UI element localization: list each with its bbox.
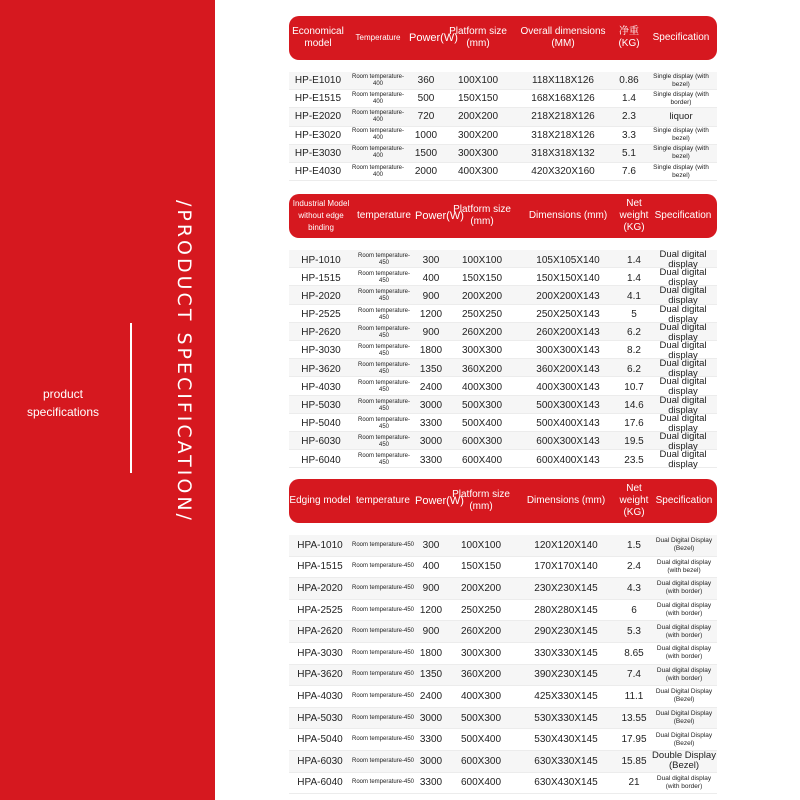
cell-power: 3300 — [419, 734, 443, 746]
cell-model: HP-E1515 — [294, 93, 342, 105]
header-model: Industrial Model without edge binding — [292, 199, 350, 232]
cell-model: HP-E1010 — [294, 75, 342, 87]
cell-specification: Dual digital display — [659, 449, 707, 471]
cell-weight: 10.7 — [624, 381, 644, 393]
cell-power: 1000 — [414, 129, 438, 141]
cell-weight: 19.5 — [624, 436, 644, 448]
header-temperature: Temperature — [355, 33, 401, 42]
header-platform-size: Platform size (mm) — [449, 26, 507, 49]
cell-temperature: Room temperature-450 — [351, 584, 415, 591]
cell-weight: 1.4 — [627, 272, 641, 284]
cell-weight: 1.4 — [627, 254, 641, 266]
cell-temperature: Room temperature-450 — [351, 606, 415, 613]
header-specification: Specification — [655, 495, 713, 506]
cell-power: 1350 — [419, 363, 443, 375]
cell-platform-size: 200X200 — [461, 290, 503, 302]
cell-platform-size: 600X300 — [461, 436, 503, 448]
cell-dimensions: 260X200X143 — [536, 327, 600, 339]
table-row — [289, 414, 717, 432]
cell-temperature: Room temperature-450 — [357, 434, 411, 448]
cell-power: 3300 — [419, 418, 443, 430]
cell-dimensions: 500X400X143 — [536, 418, 600, 430]
cell-weight: 4.3 — [627, 582, 641, 594]
cell-weight: 2.3 — [622, 111, 636, 123]
cell-dimensions: 420X320X160 — [531, 166, 595, 178]
cell-temperature: Room temperature-450 — [351, 649, 415, 656]
header-power: Power(W) — [415, 210, 464, 222]
cell-weight: 6.2 — [627, 363, 641, 375]
cell-specification: Dual digital display — [659, 303, 707, 325]
cell-dimensions: 600X300X143 — [536, 436, 600, 448]
cell-platform-size: 100X100 — [461, 254, 503, 266]
cell-platform-size: 500X300 — [460, 712, 502, 724]
cell-weight: 7.4 — [627, 669, 641, 681]
cell-specification: Dual digital display — [659, 394, 707, 416]
header-model: Economical model — [292, 26, 344, 49]
cell-model: HPA-5040 — [297, 734, 343, 746]
table-row — [289, 665, 717, 687]
cell-power: 900 — [422, 290, 440, 302]
cell-weight: 17.95 — [621, 734, 647, 746]
cell-weight: 21 — [628, 777, 640, 789]
cell-dimensions: 168X168X126 — [531, 93, 595, 105]
cell-temperature: Room temperature-450 — [357, 453, 411, 467]
cell-power: 1800 — [419, 345, 443, 357]
cell-weight: 5.3 — [627, 626, 641, 638]
cell-power: 1350 — [419, 669, 443, 681]
cell-specification: Dual Digital Display (Bezel) — [655, 731, 713, 747]
cell-power: 400 — [422, 272, 440, 284]
cell-specification: Dual digital display (with border) — [656, 666, 712, 682]
table-row — [289, 432, 717, 450]
cell-specification: Single display (with bezel) — [653, 127, 709, 143]
cell-dimensions: 218X218X126 — [531, 111, 595, 123]
table-row — [289, 396, 717, 414]
cell-temperature: Room temperature-450 — [357, 398, 411, 412]
table-body — [289, 535, 717, 794]
table-row — [289, 90, 717, 108]
table-row — [289, 163, 717, 181]
table-row — [289, 773, 717, 795]
cell-weight: 8.2 — [627, 345, 641, 357]
cell-power: 1200 — [419, 604, 443, 616]
cell-weight: 8.65 — [624, 647, 644, 659]
cell-temperature: Room temperature-400 — [351, 109, 405, 123]
cell-weight: 3.3 — [622, 129, 636, 141]
cell-temperature: Room temperature-450 — [357, 380, 411, 394]
table-row — [289, 535, 717, 557]
cell-dimensions: 390X230X145 — [534, 669, 598, 681]
cell-dimensions: 250X250X143 — [536, 309, 600, 321]
cell-platform-size: 300X300 — [460, 647, 502, 659]
cell-model: HP-6030 — [301, 436, 341, 448]
cell-temperature: Room temperature-450 — [351, 757, 415, 764]
cell-platform-size: 400X300 — [457, 166, 499, 178]
cell-platform-size: 260X200 — [461, 327, 503, 339]
cell-platform-size: 600X400 — [460, 777, 502, 789]
cell-power: 400 — [422, 561, 440, 573]
table-row — [289, 305, 717, 323]
cell-model: HP-3620 — [301, 363, 341, 375]
cell-specification: Dual digital display — [659, 358, 707, 380]
header-temperature: temperature — [357, 210, 411, 221]
cell-power: 300 — [422, 539, 440, 551]
cell-platform-size: 600X400 — [461, 454, 503, 466]
header-temperature: temperature — [356, 495, 410, 506]
cell-dimensions: 330X330X145 — [534, 647, 598, 659]
cell-specification: Dual digital display — [659, 321, 707, 343]
cell-dimensions: 530X430X145 — [534, 734, 598, 746]
cell-weight: 6 — [631, 604, 637, 616]
cell-specification: Dual digital display (with border) — [656, 580, 712, 596]
cell-model: HPA-3620 — [297, 669, 343, 681]
cell-platform-size: 500X400 — [461, 418, 503, 430]
cell-platform-size: 500X300 — [461, 400, 503, 411]
cell-platform-size: 150X150 — [460, 561, 502, 573]
cell-platform-size: 500X400 — [460, 734, 502, 746]
table-row — [289, 358, 717, 380]
cell-model: HP-4030 — [301, 381, 341, 393]
table-row — [289, 267, 717, 289]
cell-temperature: Room temperature-450 — [357, 325, 411, 339]
table-row — [289, 729, 717, 751]
cell-temperature: Room temperature-450 — [351, 714, 415, 721]
table-row — [289, 600, 717, 622]
cell-dimensions: 360X200X143 — [536, 363, 600, 375]
cell-power: 2400 — [419, 381, 443, 393]
cell-specification: Dual digital display — [659, 412, 707, 434]
cell-model: HP-E4030 — [294, 166, 342, 178]
cell-power: 900 — [422, 327, 440, 339]
cell-power: 3300 — [419, 454, 443, 466]
cell-power: 300 — [422, 254, 440, 266]
cell-platform-size: 200X200 — [460, 582, 502, 594]
cell-temperature: Room temperature 450 — [352, 671, 414, 678]
cell-model: HP-2525 — [301, 309, 341, 321]
cell-platform-size: 200X200 — [457, 111, 499, 123]
cell-power: 360 — [417, 75, 435, 87]
header-weight: Net weight (KG) — [619, 198, 649, 233]
header-dimensions: Dimensions (mm) — [526, 495, 606, 506]
cell-power: 3000 — [419, 712, 443, 724]
cell-power: 900 — [422, 626, 440, 638]
cell-temperature: Room temperature-400 — [351, 164, 405, 178]
cell-temperature: Room temperature-450 — [351, 736, 415, 743]
table-header — [289, 194, 717, 238]
table-header — [289, 16, 717, 60]
cell-platform-size: 150X150 — [461, 272, 503, 284]
cell-weight: 13.55 — [621, 712, 647, 724]
cell-temperature: Room temperature-450 — [357, 289, 411, 303]
cell-specification: Single display (with bezel) — [653, 145, 709, 161]
cell-temperature: Room temperature-400 — [351, 146, 405, 160]
sidebar-label: product specifications — [26, 387, 100, 419]
cell-model: HPA-5030 — [297, 712, 343, 724]
cell-platform-size: 360X200 — [461, 363, 503, 375]
table-row — [289, 341, 717, 359]
cell-platform-size: 300X300 — [457, 147, 499, 159]
table-row — [289, 127, 717, 145]
cell-dimensions: 150X150X140 — [536, 272, 600, 284]
cell-power: 2400 — [419, 690, 443, 702]
cell-weight: 2.4 — [627, 561, 641, 573]
cell-specification: Dual Digital Display (Bezel) — [655, 537, 713, 553]
cell-model: HPA-2620 — [297, 626, 343, 638]
header-weight: 净重(KG) — [618, 26, 640, 49]
cell-model: HP-6040 — [301, 454, 341, 466]
header-weight: Net weight (KG) — [619, 483, 649, 518]
cell-platform-size: 300X200 — [457, 129, 499, 141]
table-body — [289, 72, 717, 181]
cell-power: 900 — [422, 582, 440, 594]
cell-power: 3000 — [419, 755, 443, 767]
cell-temperature: Room temperature-450 — [351, 541, 415, 548]
cell-weight: 1.4 — [622, 93, 636, 105]
left-red-band — [0, 0, 215, 800]
economical-model-table — [289, 16, 717, 181]
cell-specification: Dual digital display (with bezel) — [656, 558, 712, 574]
table-row — [289, 578, 717, 600]
cell-platform-size: 300X300 — [461, 345, 503, 357]
cell-model: HP-5030 — [301, 400, 341, 411]
header-dimensions: Dimensions (mm) — [528, 210, 608, 221]
cell-weight: 7.6 — [622, 166, 636, 178]
cell-platform-size: 360X200 — [460, 669, 502, 681]
cell-platform-size: 100X100 — [457, 75, 499, 87]
cell-platform-size: 150X150 — [457, 93, 499, 105]
cell-platform-size: 100X100 — [460, 539, 502, 551]
cell-model: HPA-4030 — [297, 690, 343, 702]
cell-specification: Single display (with bezel) — [653, 72, 709, 88]
cell-dimensions: 120X120X140 — [534, 539, 598, 551]
cell-specification: Dual digital display — [659, 376, 707, 398]
cell-specification: liquor — [669, 110, 693, 122]
cell-dimensions: 500X300X143 — [536, 400, 600, 411]
cell-model: HP-E2020 — [294, 111, 342, 123]
cell-weight: 0.86 — [619, 75, 639, 87]
cell-specification: Dual digital display — [659, 285, 707, 307]
cell-dimensions: 600X400X143 — [536, 454, 600, 466]
cell-model: HP-5040 — [301, 418, 341, 430]
header-platform-size: Platform size (mm) — [453, 204, 511, 227]
cell-platform-size: 400X300 — [460, 690, 502, 702]
cell-weight: 4.1 — [627, 290, 641, 302]
table-body — [289, 249, 717, 471]
cell-model: HP-2620 — [301, 327, 341, 339]
edging-model-table — [289, 479, 717, 794]
cell-model: HP-1010 — [301, 254, 341, 266]
cell-model: HP-2020 — [301, 290, 341, 302]
cell-weight: 6.2 — [627, 327, 641, 339]
header-dimensions: Overall dimensions (MM) — [520, 26, 606, 49]
table-row — [289, 250, 717, 268]
cell-specification: Dual digital display (with border) — [656, 623, 712, 639]
table-row — [289, 751, 717, 773]
header-power: Power(W) — [415, 495, 464, 507]
divider-line — [130, 323, 132, 473]
cell-weight: 14.6 — [624, 400, 644, 411]
cell-model: HP-E3030 — [294, 147, 342, 159]
cell-specification: Dual digital display (with border) — [656, 774, 712, 790]
cell-specification: Dual Digital Display (Bezel) — [655, 688, 713, 704]
cell-temperature: Room temperature-400 — [351, 128, 405, 142]
cell-specification: Dual digital display — [659, 339, 707, 361]
cell-specification: Single display (with border) — [653, 90, 709, 106]
table-row — [289, 108, 717, 126]
cell-platform-size: 260X200 — [460, 626, 502, 638]
cell-temperature: Room temperature-450 — [357, 416, 411, 430]
cell-dimensions: 200X200X143 — [536, 290, 600, 302]
header-platform-size: Platform size (mm) — [452, 489, 510, 512]
cell-dimensions: 425X330X145 — [534, 690, 598, 702]
cell-temperature: Room temperature-450 — [357, 307, 411, 321]
cell-power: 2000 — [414, 166, 438, 178]
table-row — [289, 323, 717, 341]
table-row — [289, 686, 717, 708]
cell-platform-size: 400X300 — [461, 381, 503, 393]
cell-temperature: Room temperature-450 — [357, 343, 411, 357]
cell-specification: Dual digital display — [659, 249, 707, 270]
table-row — [289, 72, 717, 90]
table-row — [289, 557, 717, 579]
cell-dimensions: 290X230X145 — [534, 626, 598, 638]
cell-dimensions: 318X218X126 — [531, 129, 595, 141]
table-header — [289, 479, 717, 523]
cell-power: 3000 — [419, 436, 443, 448]
cell-temperature: Room temperature-400 — [351, 73, 405, 87]
header-specification: Specification — [654, 210, 712, 221]
cell-dimensions: 300X300X143 — [536, 345, 600, 357]
cell-temperature: Room temperature-400 — [351, 91, 405, 105]
cell-platform-size: 250X250 — [461, 309, 503, 321]
cell-model: HPA-1515 — [297, 561, 343, 573]
cell-temperature: Room temperature-450 — [357, 271, 411, 285]
cell-model: HPA-6040 — [297, 777, 343, 789]
cell-power: 1500 — [414, 147, 438, 159]
cell-platform-size: 250X250 — [460, 604, 502, 616]
cell-model: HP-E3020 — [294, 129, 342, 141]
cell-dimensions: 630X430X145 — [534, 777, 598, 789]
cell-specification: Double Display (Bezel) — [652, 750, 716, 772]
cell-specification: Dual Digital Display (Bezel) — [655, 710, 713, 726]
cell-weight: 5.1 — [622, 147, 636, 159]
cell-power: 1800 — [419, 647, 443, 659]
cell-specification: Single display (with bezel) — [653, 163, 709, 179]
cell-power: 3300 — [419, 777, 443, 789]
cell-temperature: Room temperature-450 — [351, 692, 415, 699]
cell-power: 3000 — [419, 400, 443, 411]
table-row — [289, 643, 717, 665]
header-model: Edging model — [289, 495, 351, 506]
cell-dimensions: 280X280X145 — [534, 604, 598, 616]
cell-temperature: Room temperature-450 — [351, 628, 415, 635]
cell-dimensions: 530X330X145 — [534, 712, 598, 724]
cell-specification: Dual digital display (with border) — [656, 645, 712, 661]
cell-temperature: Room temperature-450 — [351, 563, 415, 570]
cell-specification: Dual digital display — [659, 267, 707, 289]
table-row — [289, 285, 717, 307]
cell-dimensions: 630X330X145 — [534, 755, 598, 767]
cell-weight: 23.5 — [624, 454, 644, 466]
industrial-model-table — [289, 194, 717, 471]
cell-model: HPA-6030 — [297, 755, 343, 767]
cell-dimensions: 318X318X132 — [531, 147, 595, 159]
cell-temperature: Room temperature-450 — [357, 362, 411, 376]
cell-dimensions: 230X230X145 — [534, 582, 598, 594]
table-row — [289, 621, 717, 643]
cell-platform-size: 600X300 — [460, 755, 502, 767]
cell-weight: 1.5 — [627, 539, 641, 551]
header-specification: Specification — [652, 32, 710, 43]
cell-specification: Dual digital display — [659, 430, 707, 452]
cell-dimensions: 170X170X140 — [534, 561, 598, 573]
cell-weight: 11.1 — [624, 690, 644, 702]
vertical-page-title: /PRODUCT SPECIFICATION/ — [173, 200, 195, 523]
cell-temperature: Room temperature-450 — [357, 253, 411, 266]
cell-temperature: Room temperature-450 — [351, 779, 415, 786]
cell-model: HPA-2525 — [297, 604, 343, 616]
cell-power: 720 — [417, 111, 435, 123]
cell-power: 500 — [417, 93, 435, 105]
table-row — [289, 708, 717, 730]
table-row — [289, 376, 717, 398]
cell-power: 1200 — [419, 309, 443, 321]
cell-model: HPA-3030 — [297, 647, 343, 659]
table-row — [289, 449, 717, 471]
header-power: Power(W) — [409, 32, 458, 44]
cell-model: HP-3030 — [301, 345, 341, 357]
cell-dimensions: 118X118X126 — [532, 75, 594, 87]
cell-weight: 5 — [631, 309, 637, 321]
cell-model: HP-1515 — [301, 272, 341, 284]
table-row — [289, 145, 717, 163]
cell-weight: 15.85 — [621, 755, 647, 767]
cell-specification: Dual digital display (with border) — [656, 602, 712, 618]
cell-weight: 17.6 — [624, 418, 644, 430]
cell-model: HPA-1010 — [297, 539, 343, 551]
cell-dimensions: 400X300X143 — [536, 381, 600, 393]
cell-dimensions: 105X105X140 — [536, 254, 600, 266]
cell-model: HPA-2020 — [297, 582, 343, 594]
